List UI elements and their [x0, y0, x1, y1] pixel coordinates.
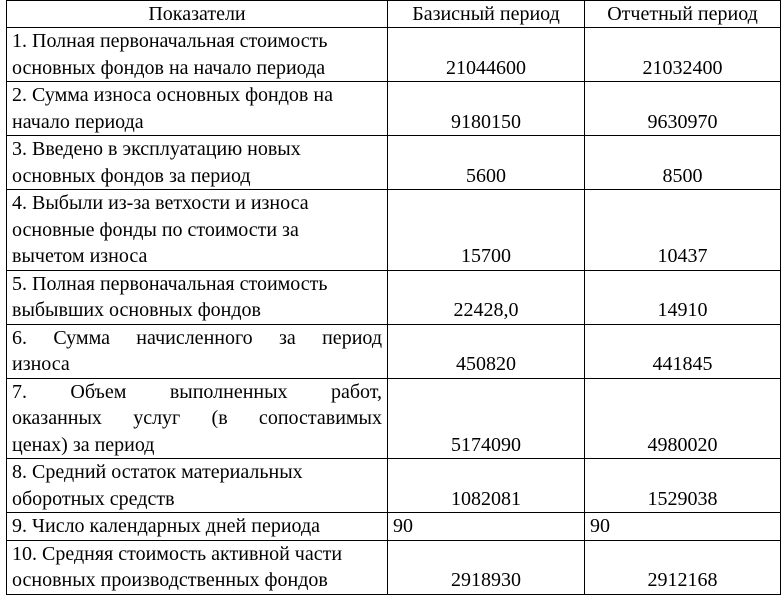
report-value: 90: [585, 513, 781, 541]
base-value: 15700: [388, 190, 585, 271]
row-label: [7, 459, 388, 513]
row-label: [7, 136, 388, 190]
base-value: 450820: [388, 324, 585, 378]
row-label-line: оборотных средств: [12, 487, 175, 510]
row-label-line: 2. Сумма износа основных фондов на: [12, 84, 333, 106]
report-value: 8500: [585, 136, 781, 190]
base-value: 9180150: [388, 82, 585, 136]
row-label: [7, 28, 388, 82]
base-value: 1082081: [388, 459, 585, 513]
row-label-line: 6. Сумма начисленного за период: [12, 326, 382, 349]
row-label-line: вычетом износа: [12, 245, 148, 267]
report-value: 2912168: [585, 540, 781, 594]
row-label: [7, 513, 388, 541]
row-label: [7, 270, 388, 324]
row-label-line: основных фондов за период: [12, 164, 251, 187]
table-row: [7, 28, 781, 82]
row-label: [7, 324, 388, 378]
row-label-line: 8. Средний остаток материальных: [12, 461, 303, 483]
row-label-line: 1. Полная первоначальная стоимость: [12, 30, 328, 52]
row-label-line: начало периода: [12, 110, 144, 133]
row-label: [7, 190, 388, 271]
base-value: 5174090: [388, 378, 585, 459]
indicators-table-container: [6, 0, 780, 595]
table-row: [7, 270, 781, 324]
row-label-line: основных фондов на начало периода: [12, 56, 326, 79]
row-label-line: выбывших основных фондов: [12, 299, 261, 321]
row-label-line: оказанных услуг (в сопоставимых: [12, 407, 382, 429]
indicators-table: [6, 0, 781, 595]
row-label-line: основные фонды по стоимости за: [12, 218, 299, 241]
row-label: [7, 82, 388, 136]
row-label-line: ценах) за период: [12, 433, 155, 456]
table-row: [7, 190, 781, 271]
report-value: 14910: [585, 270, 781, 324]
table-row: [7, 513, 781, 541]
row-label-line: 5. Полная первоначальная стоимость: [12, 272, 328, 295]
report-value: 21032400: [585, 28, 781, 82]
report-value: 4980020: [585, 378, 781, 459]
row-label-line: 3. Введено в эксплуатацию новых: [12, 138, 301, 160]
report-value: 9630970: [585, 82, 781, 136]
row-label-line: 4. Выбыли из-за ветхости и износа: [12, 192, 309, 214]
report-value: 441845: [585, 324, 781, 378]
table-row: [7, 324, 781, 378]
header-indicators: Показатели: [7, 1, 388, 28]
row-label: [7, 378, 388, 459]
table-row: [7, 82, 781, 136]
row-label-line: 7. Объем выполненных работ,: [12, 380, 382, 403]
row-label-line: износа: [12, 353, 70, 375]
table-row: [7, 459, 781, 513]
header-report-period: Отчетный период: [585, 1, 781, 28]
base-value: 2918930: [388, 540, 585, 594]
row-label-line: 10. Средняя стоимость активной части: [12, 542, 343, 565]
base-value: 21044600: [388, 28, 585, 82]
row-label-line: 9. Число календарных дней периода: [12, 515, 320, 537]
table-row: [7, 540, 781, 594]
table-row: [7, 378, 781, 459]
row-label-line: основных производственных фондов: [12, 569, 328, 591]
row-label: [7, 540, 388, 594]
base-value: 90: [388, 513, 585, 541]
table-header-row: [7, 1, 781, 28]
base-value: 5600: [388, 136, 585, 190]
header-base-period: Базисный период: [388, 1, 585, 28]
base-value: 22428,0: [388, 270, 585, 324]
report-value: 10437: [585, 190, 781, 271]
report-value: 1529038: [585, 459, 781, 513]
table-row: [7, 136, 781, 190]
